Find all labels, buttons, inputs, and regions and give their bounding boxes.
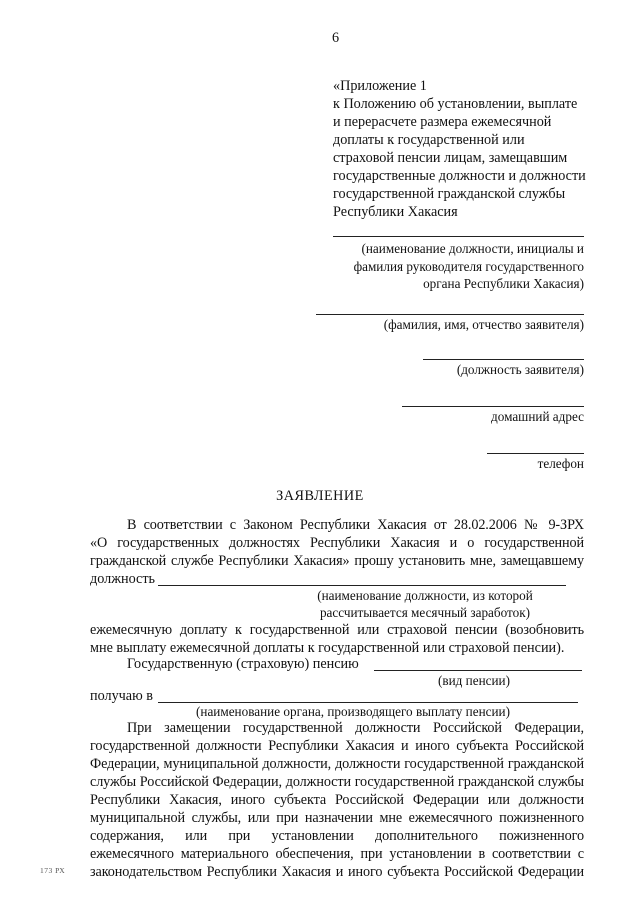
appendix-line: государственные должности и должности [333, 168, 586, 184]
appendix-line: страховой пенсии лицам, замещавшим [333, 150, 568, 166]
document-title: ЗАЯВЛЕНИЕ [276, 488, 364, 504]
position-label: должность [90, 571, 156, 587]
body-line: гражданской службе Республики Хакасия» прошу установить мне, замещавшему [90, 553, 584, 569]
address-caption: домашний адрес [491, 409, 584, 424]
head-caption [340, 240, 584, 293]
pension-caption: (вид пенсии) [438, 673, 511, 688]
appendix-line: государственной гражданской службы [333, 186, 566, 202]
pension-field-line[interactable] [374, 670, 582, 671]
body-line: Федерации, муниципальной должности, должности государственной гражданской [90, 756, 584, 772]
head-caption-line: (наименование должности, инициалы и [361, 241, 584, 256]
position-field-line[interactable] [158, 585, 566, 586]
body-line: «О государственных должностях Республики Хакасия и о государственной [90, 535, 584, 551]
body-line: При замещении государственной должности Российской Федерации, [127, 720, 584, 736]
applicant-position-caption: (должность заявителя) [456, 362, 584, 377]
appendix-line: «Приложение 1 [333, 78, 427, 94]
phone-field-line[interactable] [487, 453, 584, 454]
address-field-line[interactable] [402, 406, 584, 407]
body-line: службы Российской Федерации, должности государственной гражданской службы [90, 774, 584, 790]
receive-field-line[interactable] [158, 702, 578, 703]
pension-label: Государственную (страховую) пенсию [127, 656, 359, 672]
receive-label: получаю в [90, 688, 153, 704]
applicant-name-field-line[interactable] [316, 314, 584, 315]
body-line: законодательством Республики Хакасия и иного субъекта Российской Федерации [90, 864, 584, 880]
appendix-line: к Положению об установлении, выплате [333, 96, 578, 112]
body-line: ежемесячного материального обеспечения, при установлении в соответствии с [90, 846, 584, 862]
body-line: Республики Хакасия, иного субъекта Российской Федерации или должности [90, 792, 584, 808]
position-caption [300, 588, 550, 621]
body-line: мне выплату ежемесячной доплаты к государственной или страховой пенсии). [90, 640, 565, 656]
body-line: государственной должности Республики Хакасия и иного субъекта Российской [90, 738, 584, 754]
body-line: муниципальной службы, или при назначении мне ежемесячного пожизненного [90, 810, 584, 826]
head-caption-line: органа Республики Хакасия) [423, 276, 584, 291]
position-caption-line: (наименование должности, из которой [317, 588, 533, 603]
receive-caption: (наименование органа, производящего выплату пенсии) [196, 704, 510, 719]
appendix-line: и перерасчете размера ежемесячной [333, 114, 552, 130]
applicant-name-caption: (фамилия, имя, отчество заявителя) [383, 317, 584, 332]
body-line: ежемесячную доплату к государственной или страховой пенсии (возобновить [90, 622, 584, 638]
phone-caption: телефон [537, 456, 584, 471]
head-name-field-line[interactable] [333, 236, 584, 237]
position-caption-line: рассчитывается месячный заработок) [319, 604, 531, 620]
head-caption-line: фамилия руководителя государственного [353, 258, 584, 274]
appendix-line: Республики Хакасия [333, 204, 458, 220]
appendix-line: доплаты к государственной или [333, 132, 525, 148]
body-line: В соответствии с Законом Республики Хакасия от 28.02.2006 № 9-ЗРХ [127, 517, 584, 533]
body-line: содержания, или при установлении дополнительного пожизненного [90, 828, 584, 844]
applicant-position-field-line[interactable] [423, 359, 584, 360]
page-number: 6 [332, 30, 340, 46]
footer-mark: 173 РХ [40, 866, 66, 875]
